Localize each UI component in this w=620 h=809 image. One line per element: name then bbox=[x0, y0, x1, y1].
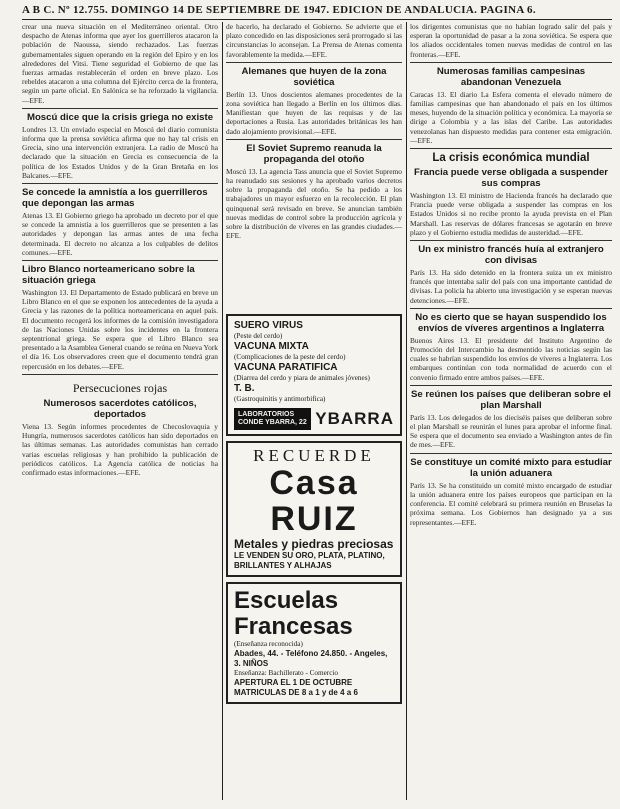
column-rule-2 bbox=[406, 22, 407, 800]
article-text: Washington 13. El Departamento de Estado publicará en breve un Libro Blanco en el que se exponen los antecedentes de la ayuda a Grecia y las razones de la política norteamericana en aquel país. El documento recogerá los informes de la comisión investigadora de las Naciones Unidas sobre los incidentes en la frontera septentrional griega. Se espera que el Libro Blanco sea presentado a la Asamblea General cuando se reúna en Nueva York el día 16. Los observadores creen que el documento tendrá gran repercusión en los debates.—EFE. bbox=[22, 288, 218, 371]
article-text: Buenos Aires 13. El presidente del Instituto Argentino de Promoción del Intercambio ha desmentido las noticias según las cuales se habrían suspendido los envíos de víveres a Inglaterra. Los embarques continúan con toda normalidad de acuerdo con el convenio firmado entre ambos países.—EFE. bbox=[410, 335, 612, 382]
article-headline: El Soviet Supremo reanuda la propaganda del otoño bbox=[246, 142, 382, 165]
article-text: Viena 13. Según informes procedentes de Checoslovaquia y Hungría, numerosos sacerdotes católicos han sido deportados en las últimas semanas. Las autoridades comunistas han cerrado varias escuelas religiosas y han prohibido la publicación de periódicos católicos. La Agencia católica de noticias ha confirmado estas informaciones.—EFE. bbox=[22, 421, 218, 477]
ad-ensenanza: Enseñanza: Bachillerato - Comercio bbox=[234, 669, 338, 677]
lab-label: LABORATORIOS bbox=[238, 411, 295, 418]
column-2 bbox=[226, 22, 402, 310]
ybarra-logo: YBARRA bbox=[315, 409, 394, 428]
divider bbox=[410, 385, 612, 386]
divider bbox=[22, 108, 218, 109]
ad-compra: LE VENDEN SU ORO, PLATA, PLATINO, BRILLANTES Y ALHAJAS bbox=[234, 551, 385, 570]
section-headline: La crisis económica mundial bbox=[432, 152, 590, 165]
article-headline: Un ex ministro francés huía al extranjero con divisas bbox=[418, 244, 604, 267]
ad-escuelas-francesas bbox=[226, 582, 402, 704]
article-text: de hacerlo, ha declarado el Gobierno. Se advierte que el plazo concedido en las disposiciones será prorrogado si las circunstancias lo aconsejan. La Prensa de Atenas comenta favorablemente la medida.—EFE. bbox=[226, 22, 402, 59]
ad-subline: (Peste del cerdo) bbox=[234, 332, 283, 340]
divider bbox=[226, 139, 402, 140]
article-text: Londres 13. Un enviado especial en Moscú del diario comunista informa que la prensa soviética afirma que no hay tal crisis en Grecia, sino una intervención extranjera. La radio de Moscú ha declarado que la situación en Grecia es consecuencia de la política de los Estados Unidos y de la Gran Bretaña en los Balcanes.—EFE. bbox=[22, 124, 218, 180]
ad-line: VACUNA MIXTA bbox=[234, 341, 309, 352]
article-headline: Numerosos sacerdotes católicos, deportados bbox=[43, 397, 197, 420]
divider bbox=[410, 308, 612, 309]
divider bbox=[410, 148, 612, 149]
article-text: París 13. Los delegados de los dieciséis países que deliberan sobre el plan Marshall se reunirán el lunes para aprobar el informe final. Se espera que el documento sea enviado a Washington antes de fin de mes.—EFE. bbox=[410, 412, 612, 450]
ad-laboratorios-ybarra bbox=[226, 314, 402, 436]
column-rule-1 bbox=[222, 22, 223, 800]
article-text: crear una nueva situación en el Mediterráneo oriental. Otro despacho de Atenas informa que ayer los guerrilleros atacaron la población de Naoussa, siendo rechazados. Las fuerzas gubernamentales siguen operando en la región del Epiro y en los alrededores del Vitsi. Tiene seguridad el Gobierno de que las fuerzas armadas restablecerán el orden en breve plazo. Los rebeldes atacaron a una columna del Ejército cerca de la frontera, según un parte oficial. En Salónica se ha reforzado la vigilancia.—EFE. bbox=[22, 22, 218, 105]
article-text: Caracas 13. El diario La Esfera comenta el elevado número de familias campesinas que han abandonado el país en los últimos meses, huyendo de la situación política y económica. La mayoría se dirige a Colombia y a las islas del Caribe. Las autoridades venezolanas han dispuesto medidas para contener esta emigración.—EFE. bbox=[410, 89, 612, 145]
divider bbox=[22, 374, 218, 375]
divider bbox=[410, 453, 612, 454]
ad-escuelas-title: Escuelas Francesas bbox=[234, 587, 353, 640]
divider bbox=[226, 62, 402, 63]
article-headline: No es cierto que se hayan suspendido los envíos de víveres argentinos a Inglaterra bbox=[415, 311, 607, 334]
article-headline: Numerosas familias campesinas abandonan Venezuela bbox=[436, 65, 586, 88]
page-masthead: A B C. Nº 12.755. DOMINGO 14 DE SEPTIEMBRE DE 1947. EDICION DE ANDALUCIA. PAGINA 6. bbox=[22, 4, 536, 16]
ad-apertura: APERTURA EL 1 DE OCTUBRE bbox=[234, 678, 353, 687]
article-headline: Libro Blanco norteamericano sobre la situación griega bbox=[22, 264, 195, 287]
divider bbox=[22, 183, 218, 184]
article-text: París 13. Se ha constituido un comité mixto encargado de estudiar la unión aduanera entre los países europeos que participan en la conferencia. El comité celebrará su primera reunión en Bruselas la próxima semana. Los Gobiernos han designado ya a sus representantes.—EFE. bbox=[410, 480, 612, 527]
article-headline: Se concede la amnistía a los guerrilleros que depongan las armas bbox=[22, 187, 208, 210]
ad-line: SUERO VIRUS bbox=[234, 320, 303, 331]
column-3 bbox=[410, 22, 612, 800]
article-headline: Alemanes que huyen de la zona soviética bbox=[241, 65, 387, 88]
article-text: Washington 13. El ministro de Hacienda francés ha declarado que Francia puede verse obligada a suspender las compras en los Estados Unidos si no recibe pronto la ayuda prevista en el Plan Marshall. Las reservas de dólares francesas se agotarán en breve plazo y el Gobierno estudia medidas de austeridad.—EFE. bbox=[410, 191, 612, 237]
article-text: los dirigentes comunistas que no habían logrado salir del país y esperan la oportunidad de pasar a la zona soviética. Se espera que los aliados occidentales tomen nuevas medidas de control en las fronteras.—EFE. bbox=[410, 22, 612, 59]
ad-subline: (Gastroquinitis y antimorbifica) bbox=[234, 395, 326, 403]
ad-address: Abades, 44. - Teléfono 24.850. - Angeles, 3. NIÑOS bbox=[234, 649, 388, 668]
ad-metales: Metales y piedras preciosas bbox=[234, 537, 394, 551]
lab-address: CONDE YBARRA, 22 bbox=[238, 419, 307, 426]
article-text: París 13. Ha sido detenido en la frontera suiza un ex ministro francés que intentaba salir del país con una importante cantidad de divisas. La policía ha abierto una investigación y se esperan nuevas detenciones.—EFE. bbox=[410, 268, 612, 305]
article-headline: Se reúnen los países que deliberan sobre el plan Marshall bbox=[411, 388, 611, 411]
masthead-rule bbox=[22, 19, 612, 20]
lab-tag bbox=[234, 408, 311, 430]
ad-line: VACUNA PARATIFICA bbox=[234, 362, 338, 373]
ad-casa-ruiz bbox=[226, 441, 402, 577]
advertisements bbox=[226, 314, 402, 800]
ad-brand-bar bbox=[234, 408, 394, 430]
ad-subline: (Complicaciones de la peste del cerdo) bbox=[234, 353, 346, 361]
article-text: Moscú 13. La agencia Tass anuncia que el Soviet Supremo ha reanudado sus sesiones y ha aprobado varios decretos sobre la propaganda del otoño. Se ha pedido a los trabajadores un mayor esfuerzo en la recolección. El plan quinquenal será revisado en breve. Se anuncian también nuevas medidas de control sobre la producción agrícola y sobre la distribución de víveres en las grandes ciudades.—EFE. bbox=[226, 166, 402, 241]
ad-line: T. B. bbox=[234, 383, 255, 394]
section-title: Persecuciones rojas bbox=[72, 380, 168, 395]
ad-casa-ruiz-title: Casa RUIZ bbox=[269, 464, 359, 538]
ad-recuerde: RECUERDE bbox=[253, 446, 375, 465]
article-headline: Moscú dice que la crisis griega no existe bbox=[26, 111, 214, 123]
ad-matricula: MATRICULAS DE 8 a 1 y de 4 a 6 bbox=[234, 688, 358, 697]
ad-reconocida: (Enseñanza reconocida) bbox=[234, 640, 303, 648]
article-text: Atenas 13. El Gobierno griego ha aprobado un decreto por el que se concede la amnistía a los guerrilleros que se presenten a las autoridades y depongan las armas antes de una fecha determinada. El decreto no alcanza a los culpables de delitos comunes.—EFE. bbox=[22, 211, 218, 257]
article-headline: Francia puede verse obligada a suspender sus compras bbox=[413, 167, 609, 190]
divider bbox=[410, 240, 612, 241]
article-text: Berlín 13. Unos doscientos alemanes procedentes de la zona soviética han llegado a Berlín en los últimos días. Manifiestan que huyen de las requisas y de las deportaciones a Rusia. Las autoridades británicas les han dado alojamiento provisional.—EFE. bbox=[226, 89, 402, 136]
column-1 bbox=[22, 22, 218, 800]
divider bbox=[22, 260, 218, 261]
article-headline: Se constituye un comité mixto para estudiar la unión aduanera bbox=[410, 456, 612, 479]
ad-subline: (Diarrea del cerdo y piara de animales jóvenes) bbox=[234, 374, 370, 382]
divider bbox=[410, 62, 612, 63]
